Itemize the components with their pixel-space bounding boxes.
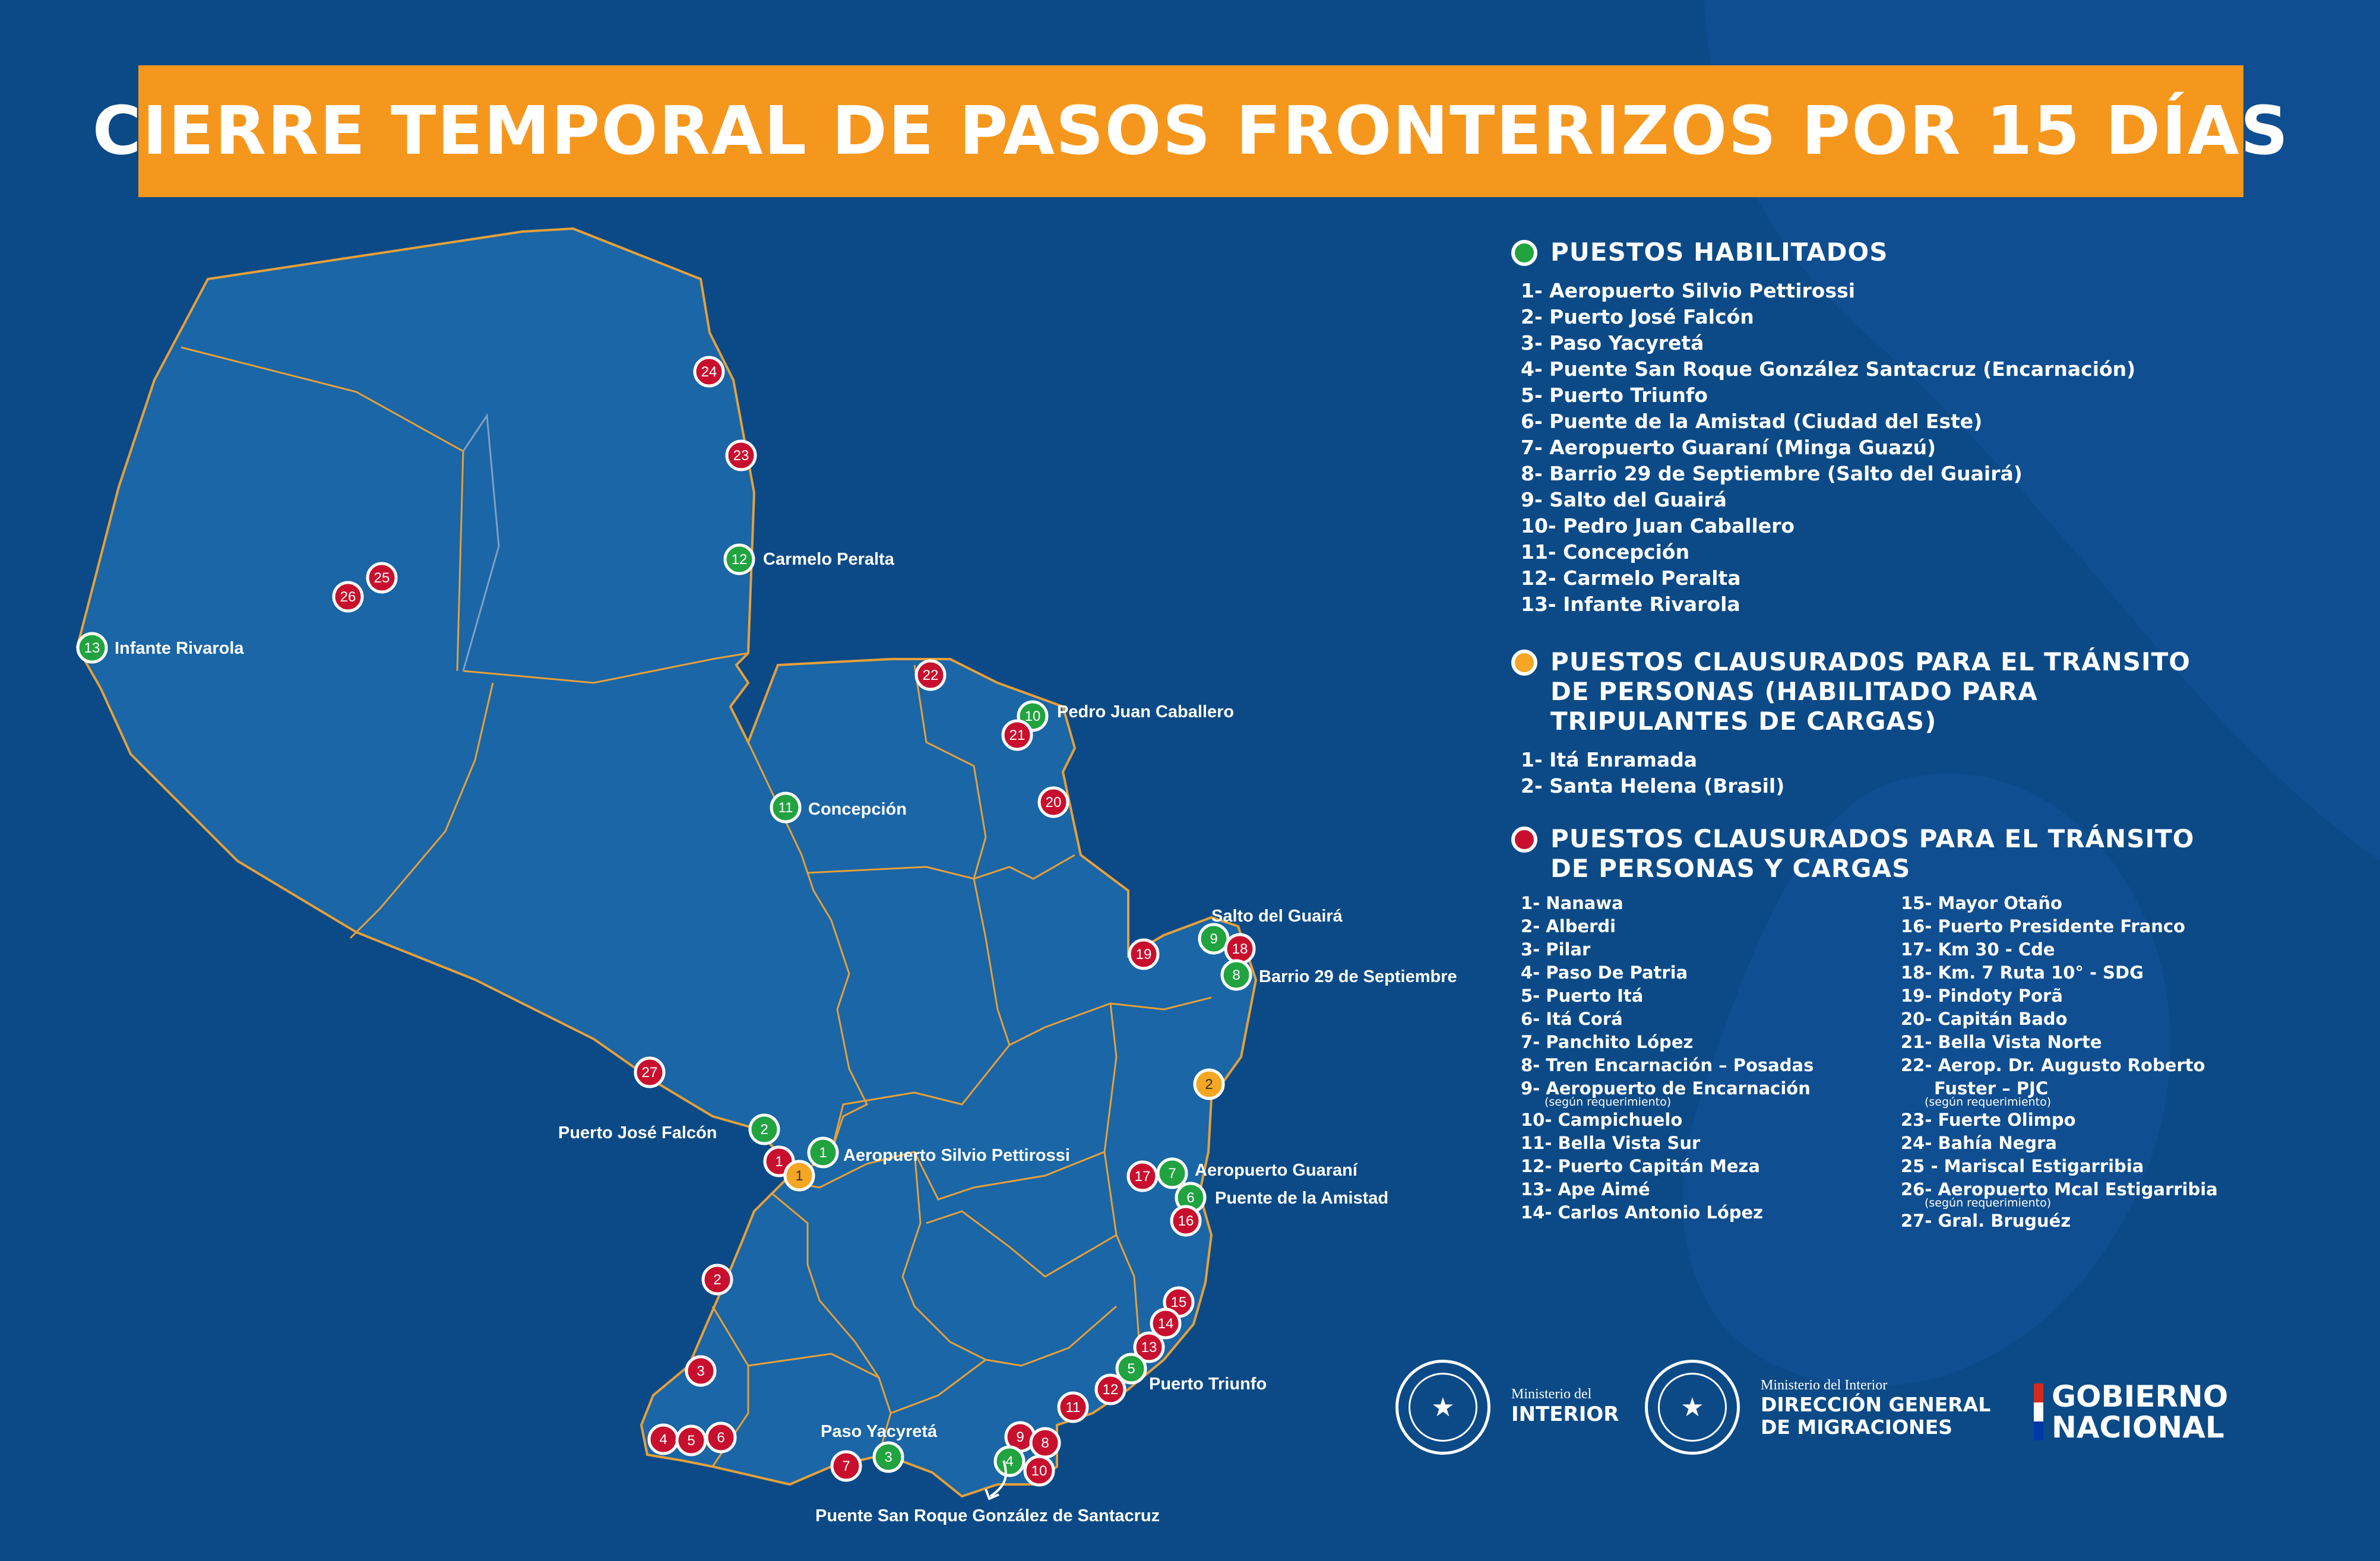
marker-number: 1 [795, 1168, 803, 1184]
legend-cargo-title [1550, 647, 2191, 736]
legend-enabled-title: PUESTOS HABILITADOS [1550, 238, 1888, 267]
marker-number: 14 [1157, 1316, 1174, 1332]
legend-item: 12- Carmelo Peralta [1521, 566, 1741, 590]
closed-item: 1- Nanawa [1521, 893, 1623, 913]
logo-interior-big: INTERIOR [1511, 1402, 1619, 1426]
closed-item: 19- Pindoty Porã [1901, 986, 2063, 1006]
marker-red-21 [1003, 721, 1031, 749]
closed-item: 18- Km. 7 Ruta 10° - SDG [1901, 962, 2144, 983]
marker-red-17 [1128, 1162, 1157, 1190]
closed-item: 14- Carlos Antonio López [1521, 1202, 1764, 1223]
label-paso-yacyreta: Paso Yacyretá [821, 1422, 938, 1441]
marker-red-8 [1031, 1429, 1059, 1457]
legend-item: 2- Santa Helena (Brasil) [1521, 774, 1785, 797]
marker-number: 25 [374, 570, 390, 586]
label-puerto-triunfo: Puerto Triunfo [1149, 1375, 1267, 1394]
marker-number: 5 [687, 1433, 695, 1449]
closed-item: 9- Aeropuerto de Encarnación (según requerimiento) [1521, 1078, 1811, 1109]
marker-number: 3 [697, 1363, 705, 1379]
marker-green-1 [809, 1138, 837, 1167]
marker-number: 5 [1127, 1361, 1135, 1377]
marker-red-23 [727, 441, 755, 470]
marker-red-12 [1096, 1375, 1125, 1404]
legend-item: 5- Puerto Triunfo [1521, 384, 1708, 407]
logo-migraciones [1761, 1378, 1990, 1439]
closed-item: 15- Mayor Otaño [1901, 893, 2062, 913]
marker-number: 27 [641, 1065, 658, 1081]
marker-orange-2 [1195, 1070, 1223, 1098]
legend-item: 2- Puerto José Falcón [1521, 305, 1754, 328]
marker-number: 4 [1005, 1454, 1014, 1470]
marker-red-3 [686, 1357, 715, 1385]
closed-item: 27- Gral. Bruguéz [1901, 1211, 2071, 1231]
marker-number: 1 [775, 1154, 783, 1170]
marker-number: 16 [1178, 1213, 1194, 1229]
legend-item: 8- Barrio 29 de Septiembre (Salto del Guairá) [1521, 462, 2023, 485]
marker-number: 17 [1134, 1169, 1151, 1185]
logo-interior [1511, 1386, 1619, 1426]
legend-item: 1- Aeropuerto Silvio Pettirossi [1521, 279, 1856, 302]
label-aeropuerto-silvio-pettirossi: Aeropuerto Silvio Pettirossi [843, 1146, 1070, 1165]
closed-item: 20- Capitán Bado [1901, 1009, 2068, 1029]
legend-item: 13- Infante Rivarola [1521, 593, 1740, 616]
marker-number: 2 [760, 1122, 768, 1138]
marker-red-7 [832, 1452, 860, 1480]
logo-gobierno [2052, 1381, 2228, 1443]
logo-migr-line1: DIRECCIÓN GENERAL [1761, 1393, 1991, 1416]
marker-red-18 [1226, 935, 1254, 963]
closed-item: 13- Ape Aimé [1521, 1179, 1650, 1199]
marker-green-13 [78, 634, 106, 662]
marker-red-26 [334, 582, 362, 611]
marker-number: 1 [819, 1145, 827, 1161]
closed-item: 6- Itá Corá [1521, 1009, 1623, 1029]
marker-red-27 [635, 1058, 664, 1087]
marker-number: 15 [1170, 1294, 1187, 1310]
marker-green-2 [750, 1115, 778, 1144]
closed-item: 26- Aeropuerto Mcal Estigarribia (según requerimiento) [1901, 1179, 2218, 1209]
closed-title-line: PUESTOS CLAUSURADOS PARA EL TRÁNSITO [1550, 824, 2195, 853]
cargo-list [1521, 747, 2191, 799]
marker-number: 13 [84, 640, 100, 656]
legend-item: 3- Paso Yacyretá [1521, 331, 1704, 354]
marker-number: 3 [884, 1449, 892, 1465]
orange-dot-icon [1511, 650, 1537, 676]
logos-footer [1395, 1360, 2262, 1461]
logo-gob-line2: NACIONAL [2052, 1410, 2224, 1445]
marker-red-22 [916, 661, 945, 689]
marker-number: 23 [733, 448, 749, 464]
closed-item: 24- Bahía Negra [1901, 1133, 2057, 1153]
marker-number: 4 [659, 1432, 667, 1448]
closed-item: 8- Tren Encarnación – Posadas [1521, 1055, 1814, 1075]
marker-red-25 [368, 563, 396, 592]
marker-number: 11 [1065, 1399, 1081, 1416]
marker-green-4 [995, 1447, 1024, 1475]
marker-red-10 [1025, 1456, 1053, 1485]
seal-interior-icon: ★ [1395, 1360, 1490, 1455]
marker-green-9 [1200, 924, 1228, 953]
label-infante-rivarola: Infante Rivarola [115, 639, 244, 658]
marker-number: 9 [1210, 931, 1218, 947]
logo-gob-line1: GOBIERNO [2052, 1379, 2229, 1414]
legend-item: 9- Salto del Guairá [1521, 488, 1727, 511]
label-barrio-29: Barrio 29 de Septiembre [1259, 967, 1457, 986]
marker-number: 12 [731, 552, 748, 568]
label-puente-san-roque: Puente San Roque González de Santacruz [815, 1506, 1160, 1525]
closed-item: 7- Panchito López [1521, 1032, 1694, 1052]
label-pedro-juan-caballero: Pedro Juan Caballero [1057, 702, 1235, 721]
legend-closed-title [1550, 824, 2194, 884]
closed-item: 25 - Mariscal Estigarribia [1901, 1156, 2144, 1176]
closed-list-left [1521, 892, 1901, 1233]
marker-number: 26 [340, 589, 356, 605]
closed-item: 4- Paso De Patria [1521, 962, 1688, 983]
closed-title-line: DE PERSONAS Y CARGAS [1550, 854, 1911, 883]
marker-red-11 [1059, 1393, 1087, 1421]
closed-item: 5- Puerto Itá [1521, 986, 1644, 1006]
marker-orange-1 [785, 1161, 814, 1190]
legend-item: 1- Itá Enramada [1521, 748, 1698, 771]
marker-red-24 [695, 357, 723, 386]
marker-number: 8 [1232, 967, 1240, 983]
marker-number: 19 [1135, 946, 1152, 962]
label-carmelo-peralta: Carmelo Peralta [763, 550, 894, 569]
marker-number: 24 [701, 364, 717, 380]
closed-item: Fuster – PJC (según requerimiento) [1925, 1078, 2052, 1109]
marker-number: 9 [1016, 1429, 1024, 1445]
closed-item: 3- Pilar [1521, 939, 1591, 960]
closed-item: 22- Aerop. Dr. Augusto Roberto [1901, 1055, 2205, 1075]
marker-green-7 [1158, 1159, 1186, 1188]
logo-migr-small: Ministerio del Interior [1761, 1378, 1888, 1393]
closed-item: 23- Fuerte Olimpo [1901, 1110, 2076, 1130]
label-aeropuerto-guarani: Aeropuerto Guaraní [1195, 1161, 1357, 1180]
marker-number: 21 [1009, 727, 1026, 743]
legend-item: 7- Aeropuerto Guaraní (Minga Guazú) [1521, 436, 1936, 459]
closed-item: 16- Puerto Presidente Franco [1901, 916, 2185, 936]
marker-green-3 [874, 1443, 903, 1471]
cargo-title-line: PUESTOS CLAUSURAD0S PARA EL TRÁNSITO [1550, 647, 2191, 676]
legend-item: 6- Puente de la Amistad (Ciudad del Este) [1521, 410, 1983, 433]
marker-number: 6 [717, 1430, 725, 1446]
label-salto-del-guaira: Salto del Guairá [1211, 907, 1343, 926]
marker-number: 7 [842, 1458, 850, 1474]
cargo-title-line: TRIPULANTES DE CARGAS) [1550, 707, 1937, 736]
legend-item: 10- Pedro Juan Caballero [1521, 514, 1795, 537]
marker-number: 20 [1045, 794, 1062, 810]
closed-list-right [1901, 892, 2281, 1233]
marker-red-16 [1172, 1207, 1200, 1235]
closed-item: 12- Puerto Capitán Meza [1521, 1156, 1760, 1176]
legend-cargo [1511, 647, 2191, 799]
closed-item: 10- Campichuelo [1521, 1110, 1683, 1130]
legend-enabled [1511, 238, 2135, 618]
marker-number: 6 [1186, 1190, 1195, 1206]
red-dot-icon [1511, 827, 1537, 853]
marker-number: 13 [1141, 1340, 1157, 1356]
closed-item: 21- Bella Vista Norte [1901, 1032, 2102, 1052]
logo-migr-line2: DE MIGRACIONES [1761, 1416, 1953, 1439]
marker-number: 10 [1024, 708, 1041, 724]
country-shape [77, 229, 1256, 1496]
logo-interior-small: Ministerio del [1511, 1386, 1592, 1402]
cargo-title-line: DE PERSONAS (HABILITADO PARA [1550, 677, 2038, 706]
marker-number: 10 [1031, 1463, 1047, 1479]
marker-green-12 [725, 545, 754, 574]
marker-red-5 [677, 1426, 705, 1455]
flag-icon [2034, 1383, 2043, 1440]
marker-number: 7 [1168, 1166, 1176, 1182]
page-title: CIERRE TEMPORAL DE PASOS FRONTERIZOS POR 15 DÍAS [92, 93, 2290, 170]
marker-number: 11 [778, 800, 793, 816]
marker-number: 12 [1102, 1382, 1119, 1398]
green-dot-icon [1511, 240, 1537, 266]
marker-red-20 [1039, 788, 1068, 816]
marker-red-2 [703, 1265, 732, 1294]
marker-number: 8 [1041, 1435, 1049, 1451]
label-puente-de-la-amistad: Puente de la Amistad [1215, 1189, 1389, 1208]
seal-migraciones-icon: ★ [1645, 1360, 1740, 1455]
marker-number: 2 [713, 1272, 721, 1288]
marker-green-11 [771, 793, 800, 822]
closed-item: 2- Alberdi [1521, 916, 1616, 936]
marker-number: 22 [922, 667, 939, 683]
closed-item: 17- Km 30 - Cde [1901, 939, 2055, 960]
label-concepcion: Concepción [808, 800, 907, 819]
marker-red-4 [649, 1425, 678, 1454]
marker-red-19 [1129, 940, 1158, 968]
marker-green-8 [1222, 961, 1251, 989]
marker-number: 2 [1205, 1076, 1213, 1093]
marker-red-6 [707, 1423, 735, 1452]
closed-item: 11- Bella Vista Sur [1521, 1133, 1701, 1153]
legend-closed [1511, 824, 2281, 1233]
enabled-list [1521, 278, 2135, 618]
legend-item: 4- Puente San Roque González Santacruz (Encarnación) [1521, 357, 2136, 381]
label-puerto-jose-falcon: Puerto José Falcón [558, 1123, 717, 1142]
legend-item: 11- Concepción [1521, 540, 1690, 563]
marker-number: 18 [1232, 941, 1248, 957]
